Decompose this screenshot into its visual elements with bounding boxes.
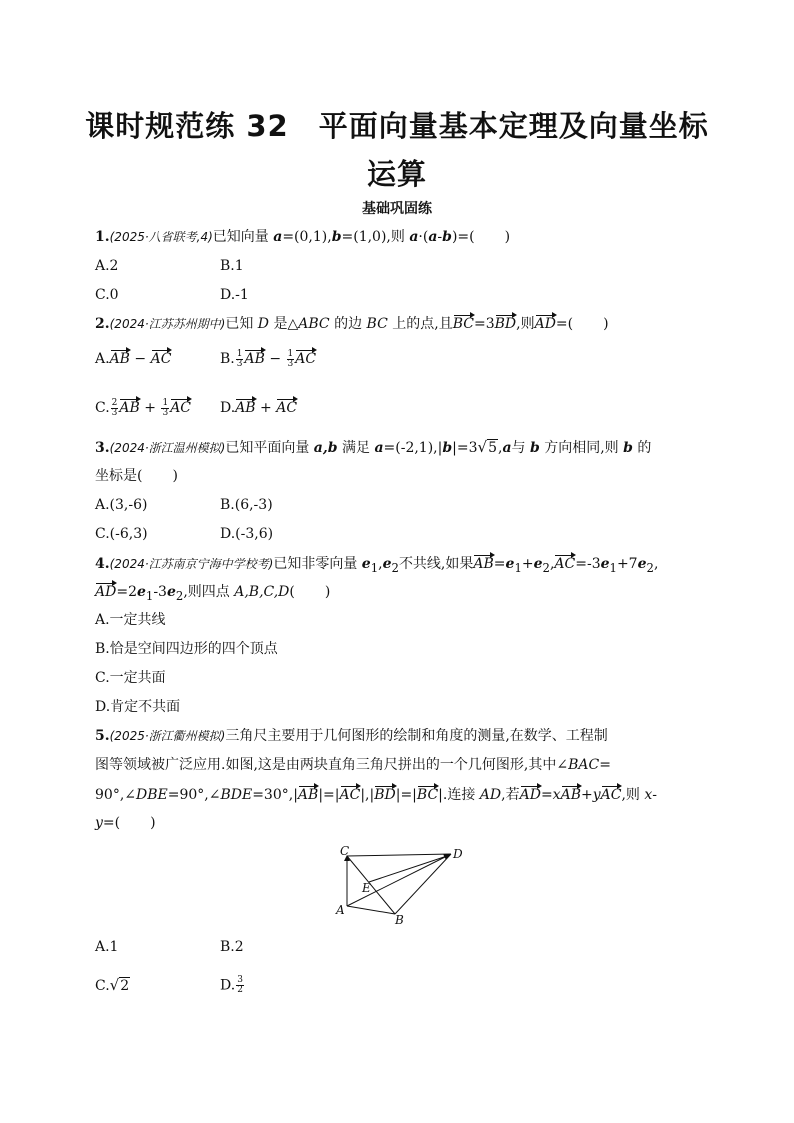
option-a[interactable]: A.2 [95,258,119,274]
option-b[interactable]: B. $\frac{1}{3}$ AB − $\frac{1}{3}$ AC [220,348,317,369]
question-4-stem: 4.(2024·江苏南京宁海中学校考)已知非零向量 $e_1,e_2$不共线,如果$AB=e_1+e_2,AC=-3e_1+7e_2$, [95,556,659,575]
vector-ac: AC [276,400,298,416]
fraction: $\frac{3}{2}$ [237,975,243,995]
triangle: △ABC [287,316,330,332]
option-c[interactable]: C.√2 [95,976,130,994]
label-e: E [362,881,371,895]
vector-a: a [502,440,512,456]
vector-ab: AB [109,351,130,367]
vector-a: a [273,229,283,245]
text: =(1,0),则 [341,229,410,245]
question-5-stem-cont: 图等领域被广泛应用.如图,这是由两块直角三角尺拼出的一个几何图形,其中∠BAC= [95,757,611,773]
label-a: A [336,903,345,917]
text: =(0,1), [282,229,332,245]
vector-ac: AC [170,400,192,416]
vector-ac: AC [554,556,576,572]
radicand: 5 [488,440,497,456]
question-number: 5. [95,728,110,744]
fraction: $\frac{1}{3}$ [236,348,243,369]
text: 已知 [225,316,258,332]
question-2-stem [95,314,609,333]
text: 已知向量 [212,229,274,245]
question-number: 3. [95,440,110,456]
option-d[interactable]: D.(-3,6) [220,526,274,542]
segment-cb [347,856,395,914]
option-b[interactable]: B.2 [220,939,244,955]
radicand: 2 [120,978,130,994]
label-b: B [395,913,404,926]
option-c[interactable]: C. $\frac{2}{3}$ AB + $\frac{1}{3}$ AC [95,397,192,418]
vector-bc: BC [452,316,474,332]
page-title-line1: 课时规范练 32 平面向量基本定理及向量坐标 [85,109,709,143]
fraction: $\frac{1}{3}$ [162,397,169,418]
text: ) [504,229,511,245]
question-4-stem-cont: $AD=2e_1-3e_2$,则四点 A,B,C,D( ) [95,584,331,603]
option-c[interactable]: C.(-6,3) [95,526,148,542]
question-source: (2025·八省联考,4) [109,230,213,244]
fraction: $\frac{1}{3}$ [287,348,294,369]
question-source: (2024·江苏南京宁海中学校考) [109,557,274,571]
radical-sign: √ [477,438,488,456]
vector-ab: AB [119,400,140,416]
label-d: D [453,847,463,861]
segment-cd [347,854,451,856]
text: =3 [473,316,495,332]
question-number: 4. [95,556,110,572]
option-b[interactable]: B.1 [220,258,244,274]
vector-ab: AB [297,787,319,803]
vector-ab: AB [560,787,581,803]
vectors-ab: a,b [313,440,338,456]
fraction: $\frac{2}{3}$ [111,397,118,418]
option-a[interactable]: A.1 [95,939,119,955]
text: ·( [418,229,429,245]
vector-bc: BC [416,787,439,803]
question-3-stem: 3.(2024·浙江温州模拟)已知平面向量 a,b 满足 a=(-2,1),|b|=3√5,a与 b 方向相同,则 b 的 [95,438,652,456]
option-a[interactable]: A.(3,-6) [95,497,148,513]
question-5-stem-cont3: y=( ) [95,815,156,831]
question-number: 1. [95,229,110,245]
vector-b: b [442,229,452,245]
option-b[interactable]: B.恰是空间四边形的四个顶点 [95,641,278,657]
text: 上的点,且 [387,316,453,332]
vector-a: a [428,229,438,245]
question-source: (2024·江苏苏州期中) [109,317,226,331]
vector-ad: AD [95,584,117,600]
vector-ad: AD [519,787,541,803]
question-5-stem: 5.(2025·浙江衢州模拟)三角尺主要用于几何图形的绘制和角度的测量,在数学、工程制 [95,728,608,744]
section-heading: 基础巩固练 [362,201,432,217]
label-c: C [340,844,350,858]
radical-sign: √ [109,976,120,994]
option-a[interactable]: A.AB − AC [95,351,172,367]
option-d[interactable]: D.-1 [220,287,249,303]
page-title-line2: 运算 [366,157,427,191]
text: - [437,229,443,245]
vector-ac: AC [295,351,317,367]
vector-ad: AD [534,316,556,332]
option-d[interactable]: D.肯定不共面 [95,699,181,715]
option-d[interactable]: D. $\frac{3}{2}$ [220,975,243,995]
text: )=( [451,229,475,245]
text: 的边 [329,316,367,332]
vector-bd: BD [494,316,517,332]
point-d: D [257,316,270,332]
question-number: 2. [95,316,110,332]
vector-ac: AC [150,351,172,367]
text: ,则 [516,316,535,332]
vector-ab: AB [235,400,256,416]
text: ) [603,316,609,332]
vector-b: b [331,229,342,245]
question-source: (2025·浙江衢州模拟) [109,729,226,743]
vector-bd: BD [374,787,396,803]
option-a[interactable]: A.一定共线 [95,612,166,628]
question-source: (2024·浙江温州模拟) [109,441,226,455]
text: 是 [269,316,288,332]
vector-b: b [529,440,540,456]
question-5-stem-cont2: 90°,∠DBE=90°,∠BDE=30°,|AB|=|AC|,|BD|=|BC|.连接 AD,若AD=xAB+yAC,则 x- [95,787,658,803]
question-1-stem [95,228,510,246]
option-b[interactable]: B.(6,-3) [220,497,273,513]
option-c[interactable]: C.一定共面 [95,670,166,686]
option-c[interactable]: C.0 [95,287,119,303]
vector-a: a [409,229,419,245]
segment: BC [366,316,388,332]
option-d[interactable]: D.AB + AC [220,400,298,416]
vector-ab: AB [244,351,265,367]
question-3-stem-cont: 坐标是( ) [95,468,178,484]
vector-b: b [442,440,453,456]
vector-ac: AC [339,787,361,803]
vector-a: a [374,440,384,456]
vector-ac: AC [600,787,622,803]
vector-ab: AB [473,556,494,572]
text: =( [555,316,574,332]
vector-b: b [623,440,633,456]
geometry-figure [320,838,470,926]
segment-bd [395,854,451,914]
segment-ab [347,906,395,914]
